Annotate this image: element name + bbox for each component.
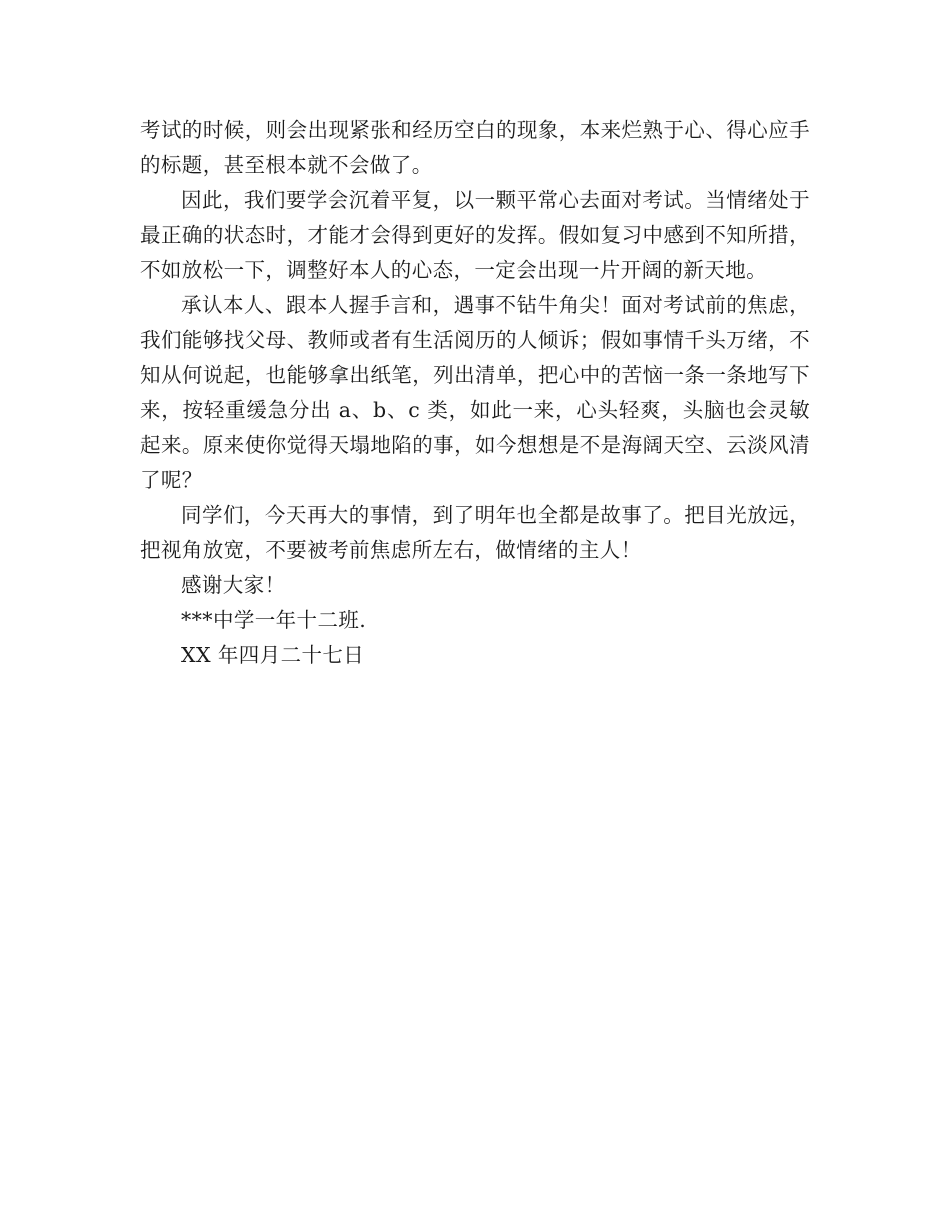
closing-signature: ***中学一年十二班. xyxy=(181,608,367,632)
document-body xyxy=(140,113,810,673)
paragraph-stay-calm: 因此，我们要学会沉着平复，以一颗平常心去面对考试。当情绪处于最正确的状态时，才能才会得到更好的发挥。假如复习中感到不知所措，不如放松一下，调整好本人的心态，一定会出现一片开阔的新天地。 xyxy=(140,188,810,282)
paragraph-accept-yourself: 承认本人、跟本人握手言和，遇事不钻牛角尖！面对考试前的焦虑，我们能够找父母、教师或者有生活阅历的人倾诉；假如事情千头万绪，不知从何说起，也能够拿出纸笔，列出清单，把心中的苦恼一条一条地写下来，按轻重缓急分出 a、b、c 类，如此一来，心头轻爽，头脑也会灵敏起来。原来使你觉得天塌地陷的事，如今想想是不是海阔天空、云淡风清了呢？ xyxy=(140,293,810,492)
paragraph-classmates: 同学们，今天再大的事情，到了明年也全都是故事了。把目光放远，把视角放宽，不要被考前焦虑所左右，做情绪的主人！ xyxy=(140,503,810,562)
closing-thanks: 感谢大家！ xyxy=(181,573,286,597)
paragraph-continued: 考试的时候，则会出现紧张和经历空白的现象，本来烂熟于心、得心应手的标题，甚至根本就不会做了。 xyxy=(140,118,810,177)
closing-date: XX 年四月二十七日 xyxy=(181,643,365,667)
